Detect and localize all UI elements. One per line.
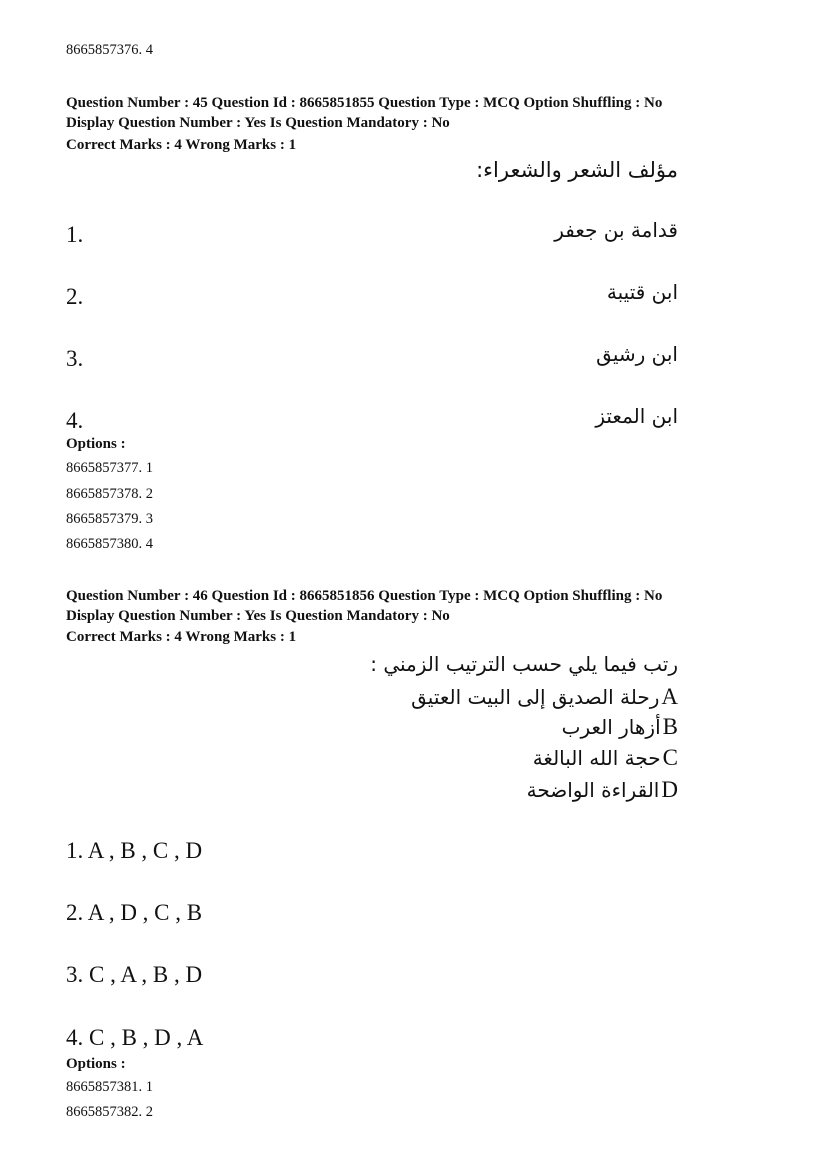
q45-choice-3-text: ابن رشيق [596,342,678,366]
q46-choice-1: 1. A , B , C , D [66,838,203,863]
q46-choice-4: 4. C , B , D , A [66,1025,204,1050]
q45-choice-4-text: ابن المعتز [595,404,678,428]
q45-meta-line-3: Correct Marks : 4 Wrong Marks : 1 [66,137,297,153]
q46-question-text: رتب فيما يلي حسب الترتيب الزمني : [370,652,678,676]
q46-item-a-letter: A [661,684,678,709]
q46-item-c-text: حجة الله البالغة [532,746,661,770]
q46-item-d-text: القراءة الواضحة [526,778,660,802]
q46-option-id-2: 8665857382. 2 [66,1104,153,1120]
q46-item-a-text: رحلة الصديق إلى البيت العتيق [411,685,660,709]
q46-item-b-text: أزهار العرب [561,715,661,739]
q45-option-id-2: 8665857378. 2 [66,486,153,502]
q46-choice-3: 3. C , A , B , D [66,962,203,987]
q46-choice-2: 2. A , D , C , B [66,900,203,925]
q46-meta-line-3: Correct Marks : 4 Wrong Marks : 1 [66,629,297,645]
q45-option-id-1: 8665857377. 1 [66,460,153,476]
q46-option-id-1: 8665857381. 1 [66,1079,153,1095]
q46-item-d-letter: D [661,777,678,802]
previous-option-id: 8665857376. 4 [66,42,153,58]
q45-options-label: Options : [66,436,126,452]
q45-choice-4-number: 4. [66,408,84,433]
q45-choice-2-text: ابن قتيبة [606,280,678,304]
q45-choice-2-number: 2. [66,284,84,309]
q46-item-c [533,745,678,771]
q46-meta-line-1: Question Number : 46 Question Id : 8665851856 Question Type : MCQ Option Shuffling : No [66,588,663,604]
q45-choice-1-number: 1. [66,222,84,247]
q46-item-d [527,777,678,803]
q45-meta-line-1: Question Number : 45 Question Id : 8665851855 Question Type : MCQ Option Shuffling : No [66,95,663,111]
q45-option-id-3: 8665857379. 3 [66,511,153,527]
q46-item-a [411,684,678,710]
q46-item-c-letter: C [662,745,678,770]
q45-meta-line-2: Display Question Number : Yes Is Question Mandatory : No [66,115,450,131]
q45-choice-3-number: 3. [66,346,84,371]
q46-item-b-letter: B [662,714,678,739]
q45-question-text: مؤلف الشعر والشعراء: [476,158,678,182]
q46-meta-line-2: Display Question Number : Yes Is Question Mandatory : No [66,608,450,624]
q46-options-label: Options : [66,1056,126,1072]
q45-choice-1-text: قدامة بن جعفر [554,218,678,242]
q45-option-id-4: 8665857380. 4 [66,536,153,552]
q46-item-b [562,714,678,740]
